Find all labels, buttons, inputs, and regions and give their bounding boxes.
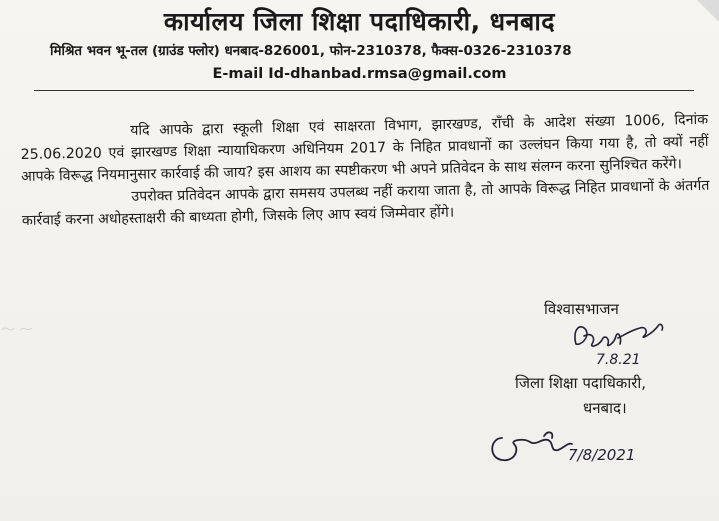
body-paragraph-1: यदि आपके द्वारा स्कूली शिक्षा एवं साक्षरता विभाग, झारखण्ड, राँची के आदेश संख्या 1006, दिनांक 25.06.2020 एवं झारखण्ड शिक्षा न्यायाधिकरण अधिनियम 2017 के निहित प्रावधानों का उल्लंघन किया गया है, तो क्यों नहीं आपके विरूद्ध नियमानुसार कार्रवाई की जाय? इस आशय का स्पष्टीकरण भी अपने प्रतिवेदन के साथ संलग्न करना सुनिश्चित करेंगे। [20,111,709,185]
office-email: E-mail Id-dhanbad.rmsa@gmail.com [212,66,507,82]
officer-designation: जिला शिक्षा पदाधिकारी, [515,374,647,392]
signature-1-date: 7.8.21 [596,352,641,368]
office-title: कार्यालय जिला शिक्षा पदाधिकारी, धनबाद [163,7,556,36]
closing-salutation: विश्वासभाजन [544,300,619,318]
office-address: मिश्रित भवन भू-तल (ग्राउंड फ्लोर) धनबाद-826001, फोन-2310378, फैक्स-0326-2310378 [50,44,572,59]
bleed-through-marks [0,318,70,338]
officer-place: धनबाद। [583,399,627,417]
letter-body [20,109,710,232]
header-divider [34,90,694,91]
body-paragraph-2: उपरोक्त प्रतिवेदन आपके द्वारा समसय उपलब्ध नहीं कराया जाता है, तो आपके विरूद्ध निहित प्रावधानों के अंतर्गत कार्रवाई करना अधोहस्ताक्षरी की बाध्यता होगी, जिसके लिए आप स्वयं जिम्मेवार होंगे। [21,177,710,229]
signature-2-date: 7/8/2021 [568,446,636,464]
officer-signature-image [484,418,644,478]
signature-initials-image [562,308,672,370]
